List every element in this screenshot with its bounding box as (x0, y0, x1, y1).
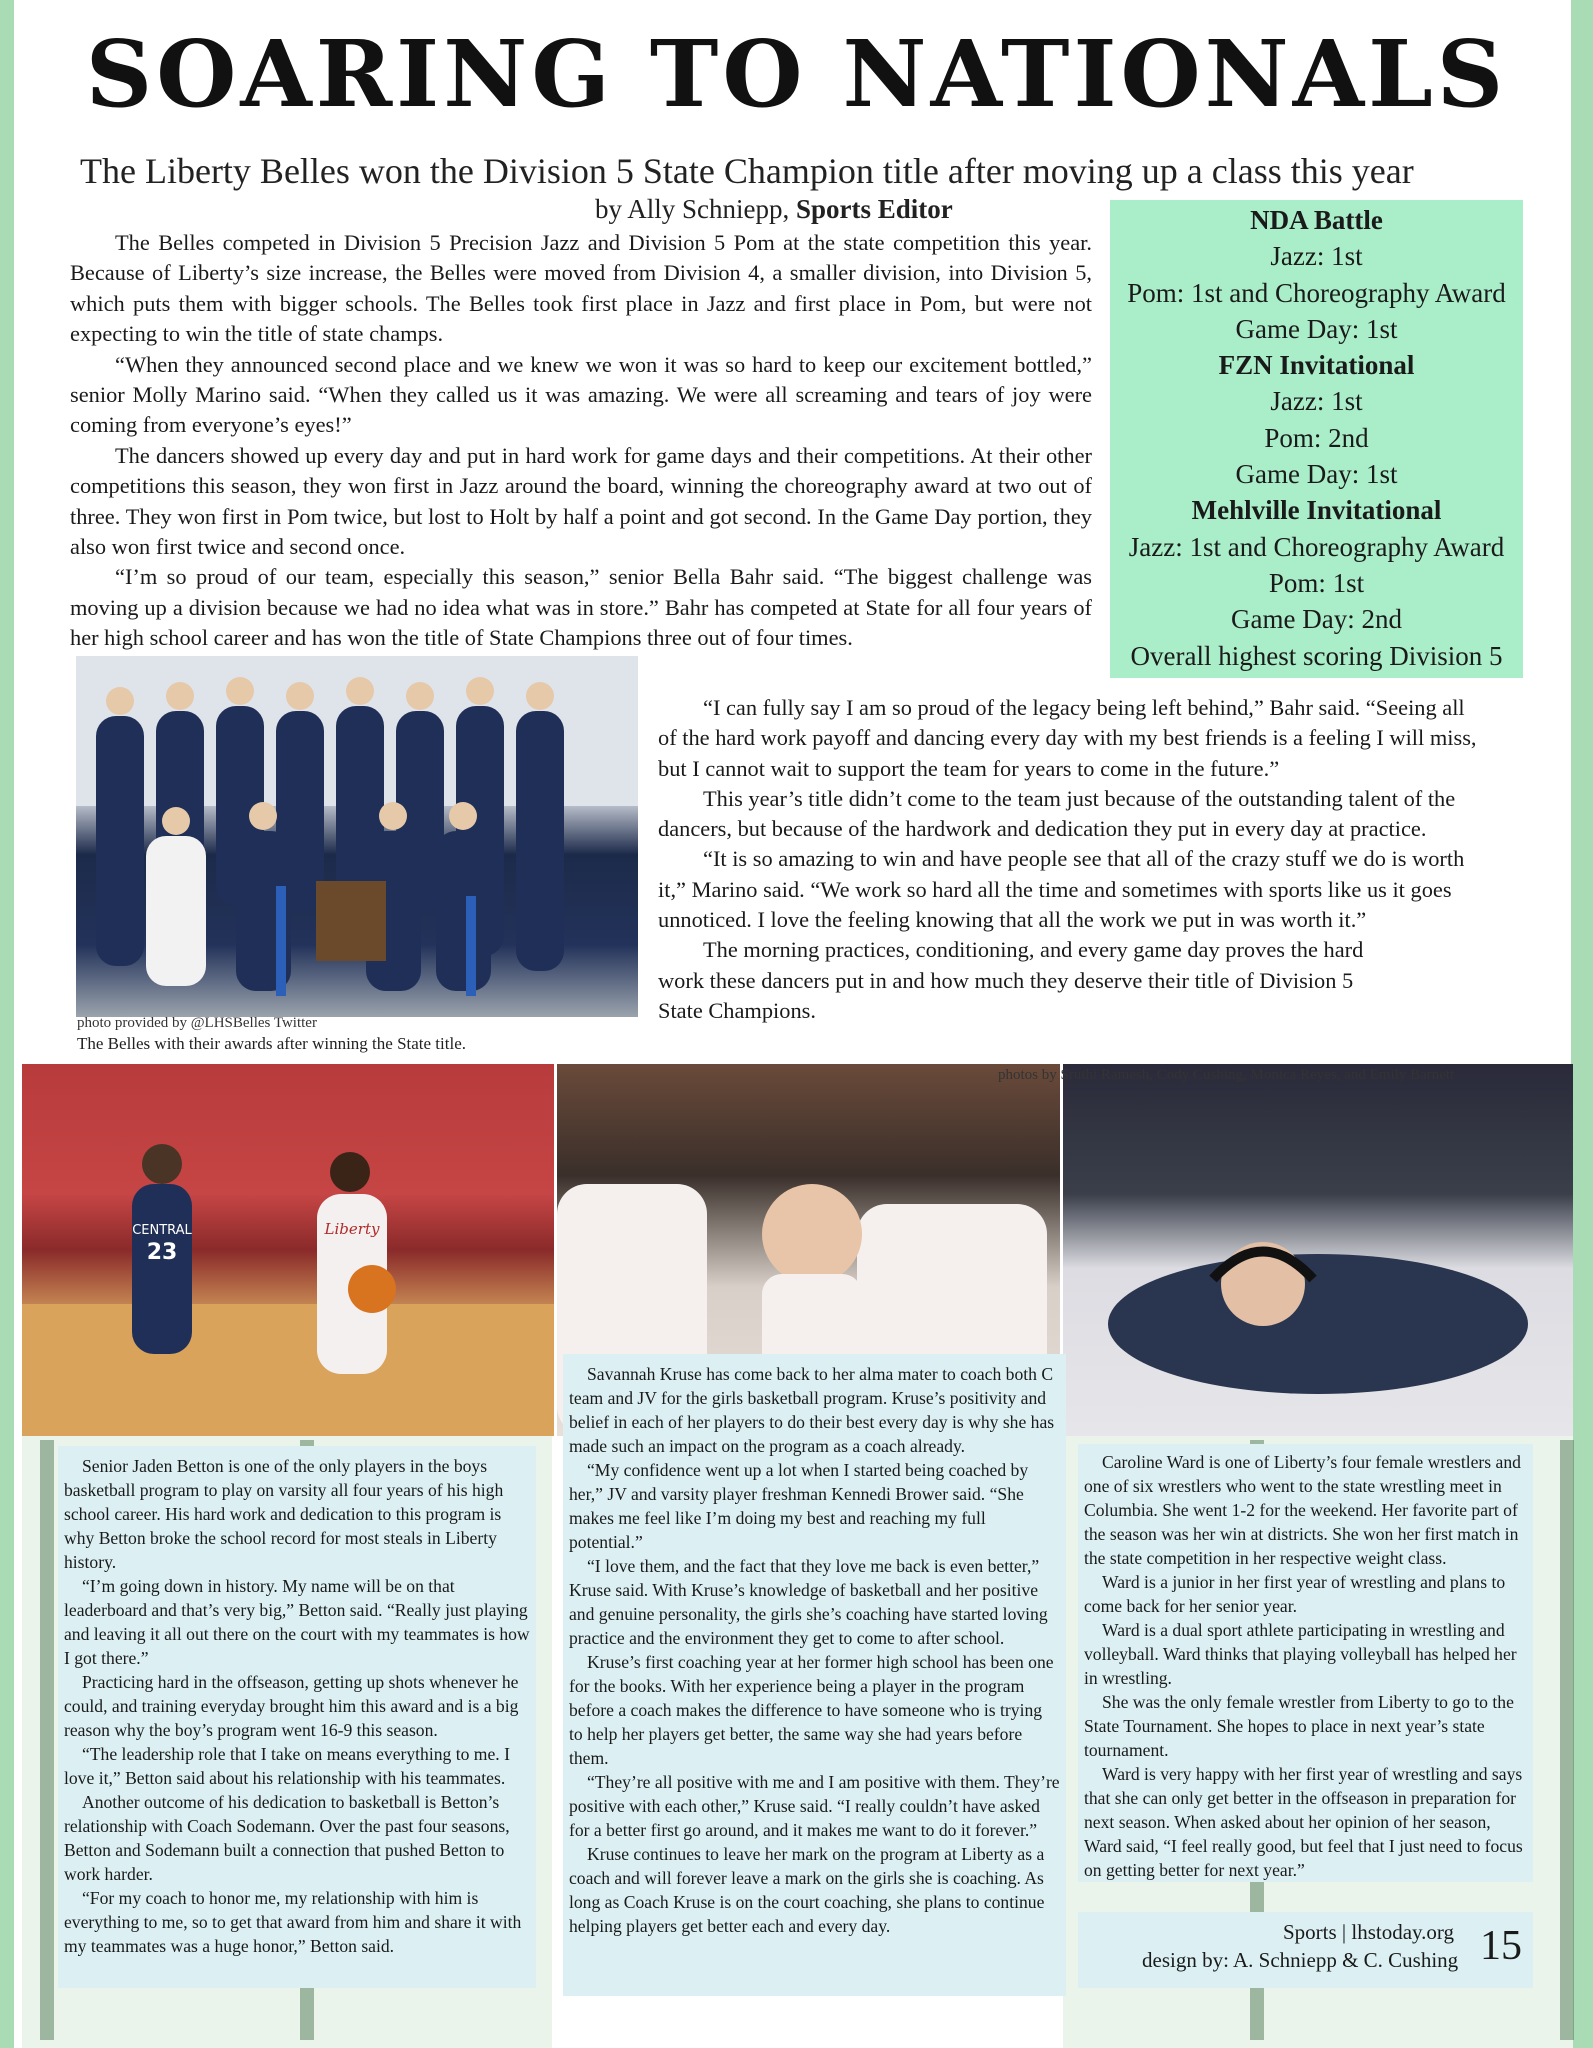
sidebar-heading: FZN Invitational (1218, 350, 1415, 381)
story-paragraph: Another outcome of his dedication to basketball is Betton’s relationship with Coach Sodemann. Over the past four seasons, Betton and Sodemann built a connection that pushed Betton to work harder. (64, 1792, 510, 1884)
wrestling-story-box (1078, 1444, 1533, 1882)
central-jersey-text: CENTRAL (132, 1223, 192, 1238)
results-sidebar (1110, 200, 1523, 678)
lead-paragraph: “I’m so proud of our team, especially this season,” senior Bella Bahr said. “The biggest challenge was moving up a division because we had no idea what was in store.” Bahr has competed at State for all four years of her high school career and has won the title of State Champions three out of four times. (70, 564, 1092, 651)
footer-design-credit: design by: A. Schniepp & C. Cushing (1142, 1948, 1459, 1972)
sidebar-line: Pom: 2nd (1264, 422, 1369, 453)
continued-paragraph: “It is so amazing to win and have people see that all of the crazy stuff we do is worth it,” Marino said. “We work so hard all the time and sometimes with sports like us it goes unnoticed. I love the feeling knowing that all the work we put in was worth it.” (658, 846, 1465, 933)
continued-paragraph: The morning practices, conditioning, and every game day proves the hard work these dancers put in and how much they deserve their title of Division 5 State Champions. (658, 937, 1364, 1023)
lead-story (70, 228, 1092, 654)
wrestling-illustration (1063, 1064, 1573, 1436)
lead-paragraph: The Belles competed in Division 5 Precision Jazz and Division 5 Pom at the state competition this year. Because of Liberty’s size increase, the Belles were moved from Division 4, a smaller division, into Division 5, which puts them with bigger schools. The Belles took first place in Jazz and first place in Pom, but were not expecting to win the title of state champs. (70, 230, 1092, 347)
central-jersey-number: 23 (146, 1240, 178, 1265)
basketball-illustration (22, 1064, 554, 1436)
story-paragraph: “I love them, and the fact that they love me back is even better,” Kruse said. With Kruse’s knowledge of basketball and her positive and genuine personality, the girls she’s coaching have started loving practice and the environment they get to come to after school. (569, 1556, 1048, 1648)
sidebar-line: Pom: 1st and Choreography Award (1127, 277, 1506, 308)
dance-team-photo (76, 656, 638, 1017)
sidebar-line: Pom: 1st (1268, 567, 1365, 598)
sidebar-line: Game Day: 2nd (1231, 604, 1402, 635)
sidebar-line: Overall highest scoring Division 5 (1130, 640, 1503, 671)
left-edge-band (0, 0, 14, 2048)
tree-decoration (40, 1440, 54, 2040)
lead-paragraph: “When they announced second place and we knew we won it was so hard to keep our excitement bottled,” senior Molly Marino said. “When they called us it was amazing. We were all screaming and tears of joy were coming from everyone’s eyes!” (70, 351, 1092, 438)
sports-photo-credit: photos by Sruthi Ramesh, Cody Cushing, Monica Reyes, and Emily Barnett (998, 1067, 1455, 1083)
story-paragraph: Senior Jaden Betton is one of the only players in the boys basketball program to play on varsity all four years of his high school career. His hard work and dedication to this program is why Betton broke the school record for most steals in Liberty history. (64, 1456, 504, 1572)
dance-team-illustration (76, 656, 638, 1017)
page-number: 15 (1480, 1923, 1522, 1969)
byline-author: by Ally Schniepp, (595, 194, 796, 224)
continued-paragraph: This year’s title didn’t come to the team just because of the outstanding talent of the dancers, but because of the hardwork and dedication they put in every day at practice. (658, 785, 1456, 842)
tree-decoration (1560, 1440, 1574, 2040)
story-paragraph: Caroline Ward is one of Liberty’s four female wrestlers and one of six wrestlers who went to the state wrestling meet in Columbia. She went 1-2 for the weekend. Her favorite part of the season was her win at districts. She won her first match in the state competition in her respective weight class. (1084, 1452, 1521, 1568)
story-paragraph: “The leadership role that I take on means everything to me. I love it,” Betton said about his relationship with his teammates. (64, 1744, 510, 1788)
wrestling-photo (1063, 1064, 1573, 1436)
sidebar-heading: NDA Battle (1250, 205, 1383, 235)
story-paragraph: Savannah Kruse has come back to her alma mater to coach both C team and JV for the girls basketball program. Kruse’s positivity and belief in each of her players to do their best every day is why she has made such an impact on the program as a coach already. (569, 1364, 1055, 1456)
sidebar-heading: Mehlville Invitational (1191, 495, 1442, 526)
liberty-jersey-text: Liberty (324, 1220, 380, 1238)
story-paragraph: Ward is a junior in her first year of wrestling and plans to come back for her senior year. (1084, 1572, 1506, 1616)
footer-section: Sports | lhstoday.org (1283, 1920, 1455, 1944)
sidebar-line: Jazz: 1st and Choreography Award (1128, 531, 1505, 562)
story-paragraph: “I’m going down in history. My name will be on that leaderboard and that’s very big,” Betton said. “Really just playing and leaving it all out there on the court with my teammates is how I got there.” (64, 1576, 530, 1668)
story-paragraph: She was the only female wrestler from Liberty to go to the State Tournament. She hopes to place in next year’s state tournament. (1084, 1692, 1514, 1760)
basketball-story-box (58, 1446, 536, 1988)
right-edge-band (1571, 0, 1593, 2048)
sidebar-line: Jazz: 1st (1270, 386, 1363, 417)
sidebar-line: Game Day: 1st (1235, 313, 1398, 344)
sidebar-line: Jazz: 1st (1270, 241, 1363, 272)
subheadline: The Liberty Belles won the Division 5 State Champion title after moving up a class this year (80, 151, 1414, 191)
story-paragraph: Ward is very happy with her first year of wrestling and says that she can only get better in the offseason in preparation for next season. When asked about her opinion of her season, Ward said, “I feel really good, but feel that I just need to focus on getting better for next year.” (1084, 1764, 1523, 1880)
story-paragraph: “My confidence went up a lot when I started being coached by her,” JV and varsity player freshman Kennedi Brower said. “She makes me feel like I’m doing my best and reaching my full potential.” (569, 1460, 1029, 1552)
headline: SOARING TO NATIONALS (85, 20, 1508, 128)
story-paragraph: Kruse continues to leave her mark on the program at Liberty as a coach and will forever leave a mark on the girls she is coaching. As long as Coach Kruse is on the court coaching, she plans to continue helping players get better each and every day. (569, 1844, 1045, 1936)
story-paragraph: “They’re all positive with me and I am positive with them. They’re positive with each other,” Kruse said. “I really couldn’t have asked for a better first go around, and it makes me want to do it forever.” (569, 1772, 1060, 1840)
sidebar-line: Game Day: 1st (1235, 459, 1398, 490)
byline-role: Sports Editor (796, 194, 953, 224)
story-paragraph: Kruse’s first coaching year at her former high school has been one for the books. With her experience being a player in the program before a coach makes the difference to have someone who is trying to help her players get better, the same way she had years before them. (569, 1652, 1054, 1768)
lead-paragraph: The dancers showed up every day and put in hard work for game days and their competitions. At their other competitions this season, they won first in Jazz around the board, winning the choreography award at two out of three. They won first in Pom twice, but lost to Holt by half a point and got second. In the Game Day portion, they also won first twice and second once. (70, 442, 1092, 560)
story-paragraph: “For my coach to honor me, my relationship with him is everything to me, so to get that award from him and share it with my teammates was a huge honor,” Betton said. (64, 1888, 522, 1956)
basketball-photo (22, 1064, 554, 1436)
photo-caption: The Belles with their awards after winning the State title. (77, 1034, 466, 1053)
photo-credit: photo provided by @LHSBelles Twitter (77, 1015, 317, 1031)
continued-story (658, 693, 1488, 1026)
story-paragraph: Practicing hard in the offseason, getting up shots whenever he could, and training everyday brought him this award and is a big reason why the boy’s program went 16-9 this season. (64, 1672, 519, 1740)
story-paragraph: Ward is a dual sport athlete participating in wrestling and volleyball. Ward thinks that playing volleyball has helped her in wrestling. (1084, 1620, 1517, 1688)
continued-paragraph: “I can fully say I am so proud of the legacy being left behind,” Bahr said. “Seeing all of the hard work payoff and dancing every day with my best friends is a feeling I will miss, but I cannot wait to support the team for years to come in the future.” (658, 695, 1477, 781)
byline (595, 194, 953, 225)
coach-story-box (563, 1354, 1066, 1996)
